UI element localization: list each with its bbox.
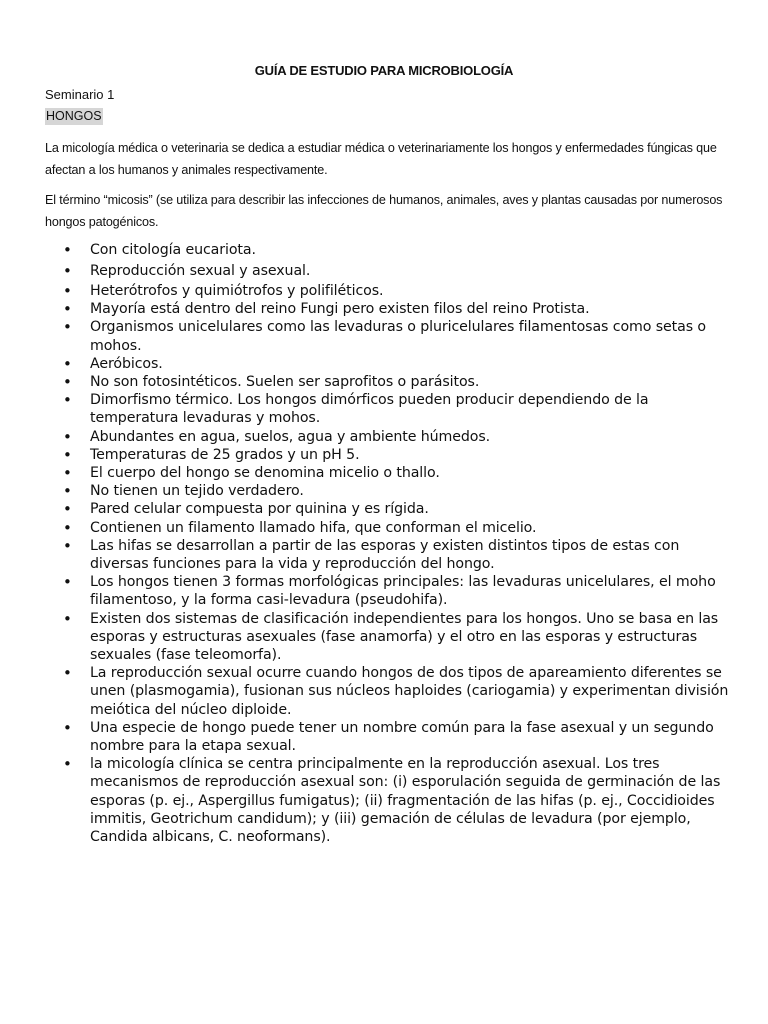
bullet-item: • Los hongos tienen 3 formas morfológicas principales: las levaduras unicelulares, el moho filamentoso, y la forma casi-levadura (pseudohifa). (45, 573, 735, 609)
bullet-item: • Las hifas se desarrollan a partir de las esporas y existen distintos tipos de estas con diversas funciones para la vida y reproducción del hongo. (45, 537, 735, 573)
bullet-item: • Abundantes en agua, suelos, agua y ambiente húmedos. (45, 428, 735, 446)
intro-paragraph: La micología médica o veterinaria se dedica a estudiar médica o veterinariamente los hongos y enfermedades fúngicas que afectan a los humanos y animales respectivamente. (45, 141, 717, 177)
bullet-item: • Temperaturas de 25 grados y un pH 5. (45, 446, 735, 464)
bullet-item: • El cuerpo del hongo se denomina micelio o thallo. (45, 464, 735, 482)
bullet-item: • No tienen un tejido verdadero. (45, 482, 735, 500)
topic-heading: HONGOS (46, 109, 102, 123)
bullet-item: • la micología clínica se centra principalmente en la reproducción asexual. Los tres mecanismos de reproducción asexual son: (i) esporulación seguida de germinación de las esporas (p. ej., Aspergillus fumigatus); (ii) fragmentación de las hifas (p. ej., Coccidioides immitis, Geotrichum candidum); y (iii) gemación de células de levadura (por ejemplo, Candida albicans, C. neoformans). (45, 755, 735, 846)
bullet-item: • Mayoría está dentro del reino Fungi pero existen filos del reino Protista. (45, 300, 735, 318)
document-title: GUÍA DE ESTUDIO PARA MICROBIOLOGÍA (254, 63, 514, 78)
bullet-item: • Organismos unicelulares como las levaduras o pluricelulares filamentosas como setas o mohos. (45, 318, 735, 354)
bullet-item: • Dimorfismo térmico. Los hongos dimórficos pueden producir dependiendo de la temperatura levaduras y mohos. (45, 391, 735, 427)
bullet-item: • Heterótrofos y quimiótrofos y polifiléticos. (45, 282, 735, 300)
bullet-list (45, 241, 735, 846)
bullet-item: • La reproducción sexual ocurre cuando hongos de dos tipos de apareamiento diferentes se unen (plasmogamia), fusionan sus núcleos haploides (cariogamia) y experimentan división meiótica del núcleo diploide. (45, 664, 735, 719)
bullet-item: • No son fotosintéticos. Suelen ser saprofitos o parásitos. (45, 373, 735, 391)
bullet-item: • Con citología eucariota. (45, 241, 735, 259)
bullet-item: • Existen dos sistemas de clasificación independientes para los hongos. Uno se basa en las esporas y estructuras asexuales (fase anamorfa) y el otro en las esporas y estructuras sexuales (fase teleomorfa). (45, 610, 735, 665)
seminar-label: Seminario 1 (45, 87, 115, 102)
bullet-item: • Reproducción sexual y asexual. (45, 262, 735, 280)
bullet-item: • Una especie de hongo puede tener un nombre común para la fase asexual y un segundo nombre para la etapa sexual. (45, 719, 735, 755)
bullet-item: • Aeróbicos. (45, 355, 735, 373)
bullet-item: • Pared celular compuesta por quinina y es rígida. (45, 500, 735, 518)
micosis-paragraph: El término “micosis” (se utiliza para describir las infecciones de humanos, animales, aves y plantas causadas por numerosos hongos patogénicos. (45, 193, 723, 229)
bullet-item: • Contienen un filamento llamado hifa, que conforman el micelio. (45, 519, 735, 537)
